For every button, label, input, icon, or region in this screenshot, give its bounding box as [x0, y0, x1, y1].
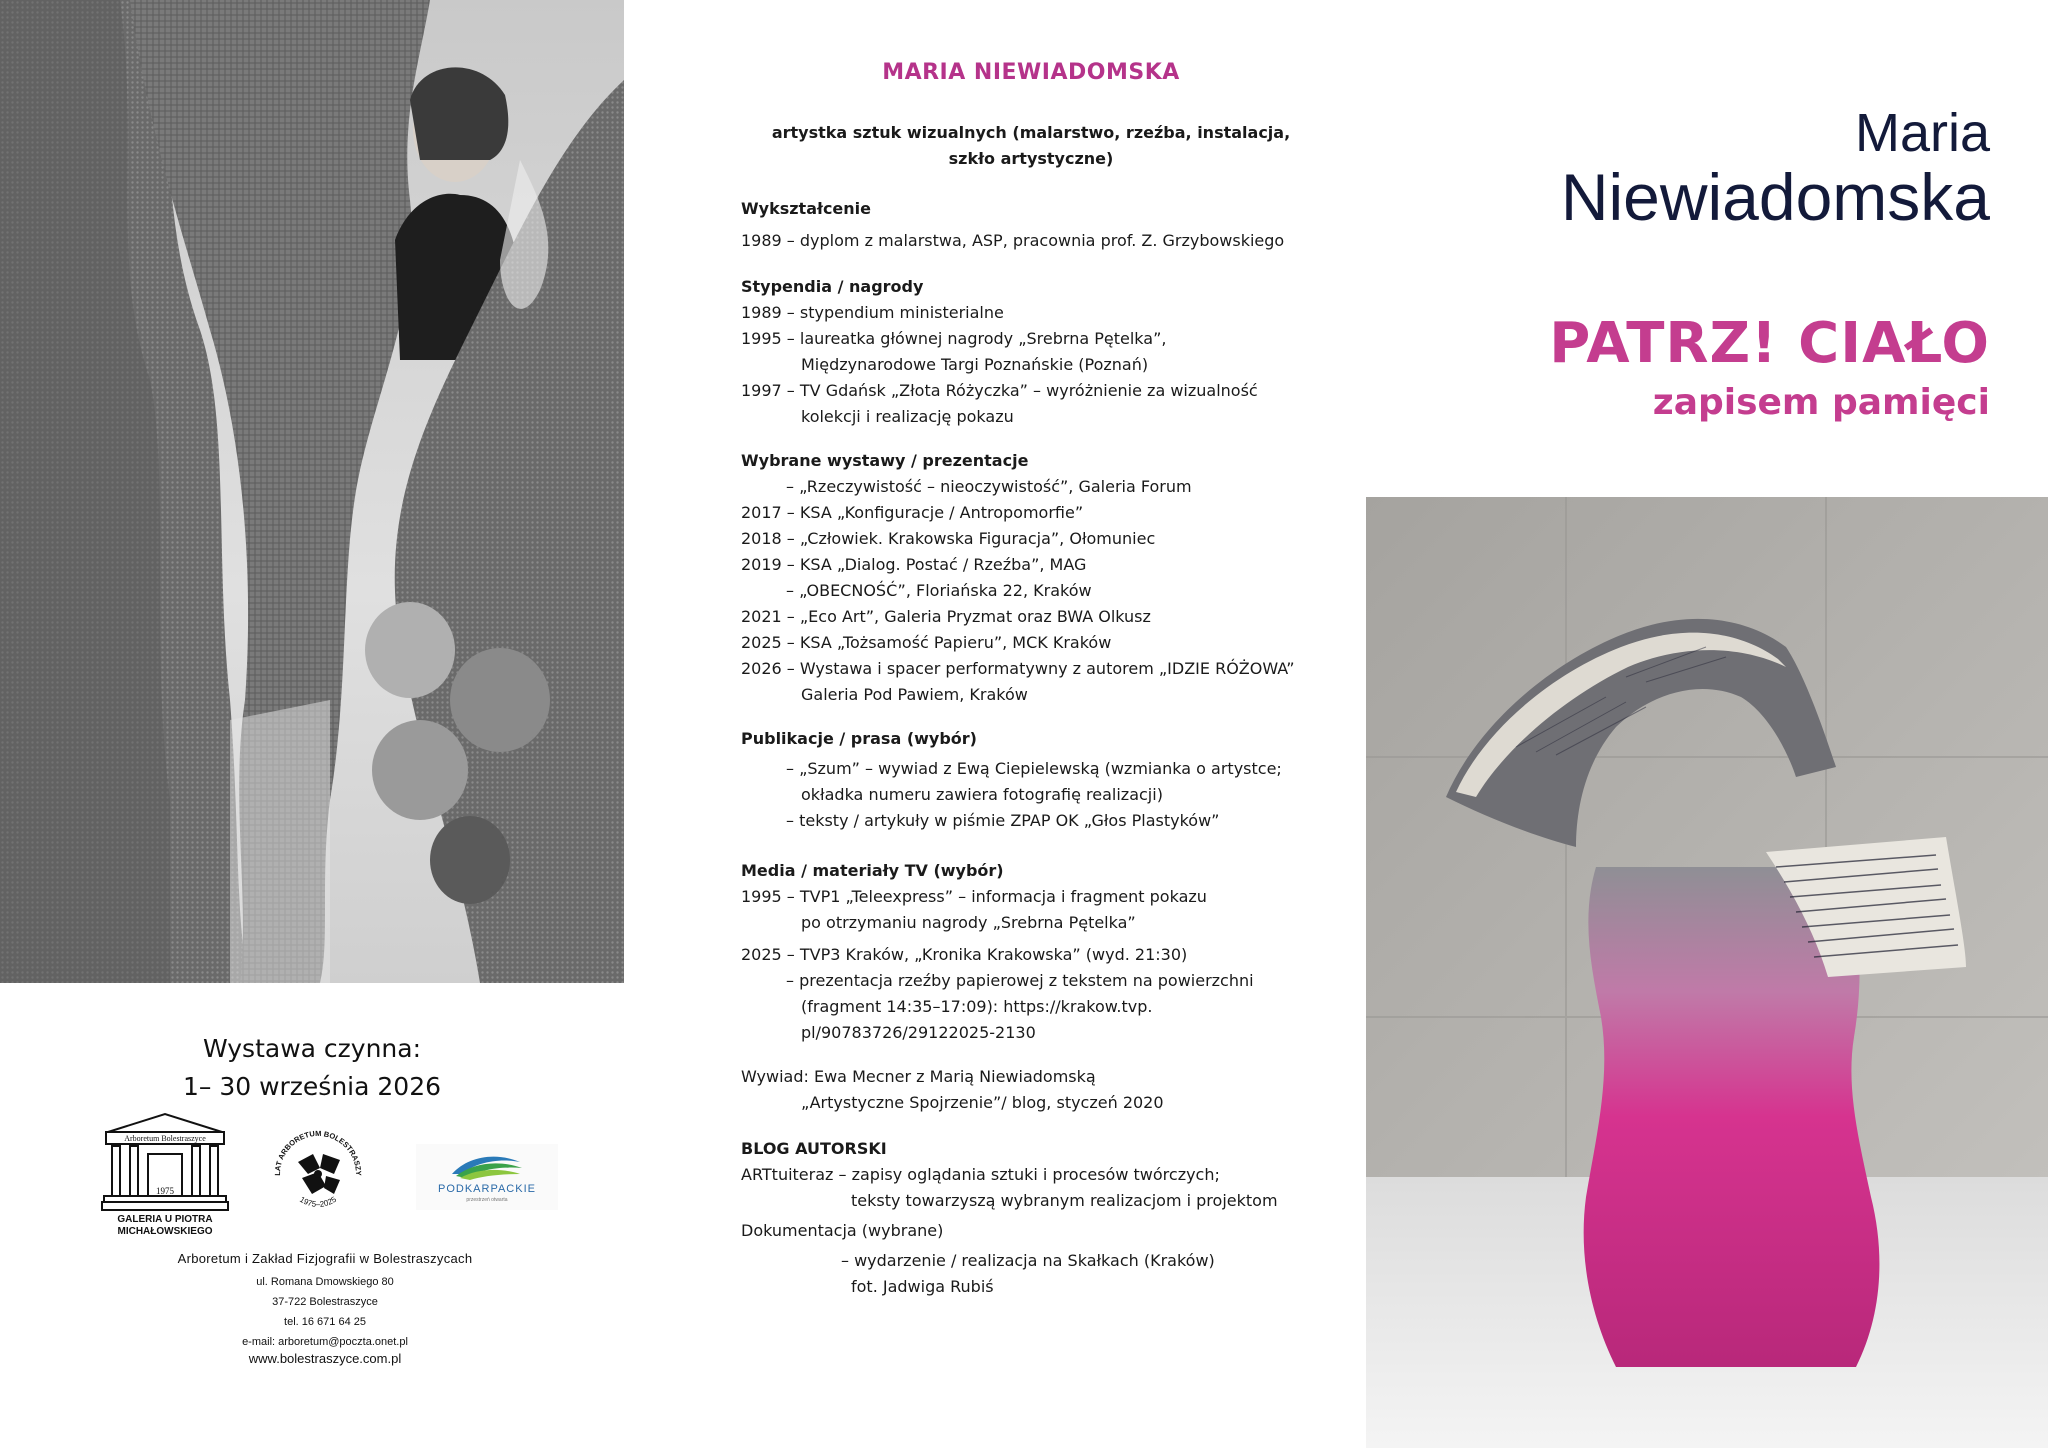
exhibitions-section	[741, 448, 1321, 708]
interview-section	[741, 1064, 1321, 1116]
partner-logos	[100, 1110, 570, 1240]
arboretum-seal-icon	[268, 1124, 368, 1224]
exhibition-line: – „Rzeczywistość – nieoczywistość”, Galeria Forum	[786, 477, 1192, 496]
exhibition-line: 2026 – Wystawa i spacer performatywny z autorem „IDZIE RÓŻOWA”	[741, 659, 1295, 678]
awards-line: 1989 – stypendium ministerialne	[741, 303, 1004, 322]
exhibitions-heading: Wybrane wystawy / prezentacje	[741, 451, 1029, 470]
interview-line: Wywiad: Ewa Mecner z Marią Niewiadomską	[741, 1067, 1096, 1086]
awards-line: Międzynarodowe Targi Poznańskie (Poznań)	[801, 355, 1149, 374]
artist-with-sculptures-image	[0, 0, 624, 983]
gallery-logo	[100, 1110, 230, 1240]
education-heading: Wykształcenie	[741, 199, 871, 218]
podkarpackie-name: PODKARPACKIE	[438, 1183, 536, 1195]
awards-line: 1995 – laureatka głównej nagrody „Srebrna Pętelka”,	[741, 329, 1167, 348]
gallery-building-icon	[100, 1110, 230, 1214]
exhibition-line: 2018 – „Człowiek. Krakowska Figuracja”, Ołomuniec	[741, 529, 1156, 548]
podkarpackie-tagline: przestrzeń otwarta	[466, 1197, 508, 1203]
blog-line: Dokumentacja (wybrane)	[741, 1221, 944, 1240]
media-line: 2025 – TVP3 Kraków, „Kronika Krakowska” (wyd. 21:30)	[741, 945, 1188, 964]
pink-torso-sculpture-image	[1366, 497, 2048, 1448]
exhibition-line: 2017 – KSA „Konfiguracje / Antropomorfie”	[741, 503, 1084, 522]
awards-heading: Stypendia / nagrody	[741, 277, 924, 296]
artist-last-name: Niewiadomska	[1560, 160, 1990, 234]
exhibition-line: 2019 – KSA „Dialog. Postać / Rzeźba”, MAG	[741, 555, 1087, 574]
exhibition-title	[1340, 312, 1990, 430]
media-line: (fragment 14:35–17:09): https://krakow.tvp.	[801, 997, 1153, 1016]
organizer-city: 37-722 Bolestraszyce	[272, 1296, 378, 1308]
artist-description-line2: szkło artystyczne)	[948, 149, 1114, 168]
blog-line: fot. Jadwiga Rubiś	[851, 1277, 994, 1296]
publication-line: – „Szum” – wywiad z Ewą Ciepielewską (wzmianka o artystce;	[786, 759, 1282, 778]
arboretum-seal-top-text: LAT ARBORETUM BOLESTRASZY	[272, 1128, 364, 1176]
organizer-email: e-mail: arboretum@poczta.onet.pl	[242, 1336, 408, 1348]
blog-heading: BLOG AUTORSKI	[741, 1139, 887, 1158]
exhibition-line: 2021 – „Eco Art”, Galeria Pryzmat oraz BWA Olkusz	[741, 607, 1151, 626]
artist-name-title	[1340, 100, 1990, 234]
awards-line: kolekcji i realizację pokazu	[801, 407, 1014, 426]
exhibition-line: Galeria Pod Pawiem, Kraków	[801, 685, 1028, 704]
media-link[interactable]: pl/90783726/29122025-2130	[801, 1023, 1036, 1042]
svg-text:1975–2025	[298, 1195, 338, 1209]
organizer-website[interactable]: www.bolestraszyce.com.pl	[248, 1351, 402, 1366]
arboretum-seal-bottom-text: 1975–2025	[298, 1194, 338, 1209]
biography-sections	[741, 196, 1321, 1300]
exhibition-line: – „OBECNOŚĆ”, Floriańska 22, Kraków	[786, 581, 1092, 600]
gallery-sign-text: Arboretum Bolestraszyce	[124, 1134, 206, 1143]
interview-line: „Artystyczne Spojrzenie”/ blog, styczeń 2020	[801, 1093, 1164, 1112]
exhibition-title-main: PATRZ! CIAŁO	[1549, 311, 1990, 376]
organizer-phone: tel. 16 671 64 25	[284, 1316, 366, 1328]
exhibition-dates-label: Wystawa czynna:	[202, 1034, 422, 1063]
blog-section	[741, 1136, 1321, 1300]
blog-line: ARTtuiteraz – zapisy oglądania sztuki i procesów twórczych;	[741, 1165, 1220, 1184]
gallery-year: 1975	[156, 1186, 174, 1196]
awards-section	[741, 274, 1321, 430]
exhibition-title-subtitle: zapisem pamięci	[1652, 382, 1990, 423]
gallery-caption-line2: MICHAŁOWSKIEGO	[117, 1226, 213, 1237]
artist-biography	[741, 0, 1321, 1448]
media-line: 1995 – TVP1 „Teleexpress” – informacja i fragment pokazu	[741, 887, 1207, 906]
exhibition-line: 2025 – KSA „Tożsamość Papieru”, MCK Kraków	[741, 633, 1112, 652]
blog-line: – wydarzenie / realizacja na Skałkach (Kraków)	[841, 1251, 1215, 1270]
publications-heading: Publikacje / prasa (wybór)	[741, 729, 977, 748]
podkarpackie-wave-icon	[416, 1144, 558, 1210]
artist-name-heading: MARIA NIEWIADOMSKA	[882, 60, 1180, 85]
blog-line: teksty towarzyszą wybranym realizacjom i projektom	[851, 1191, 1278, 1210]
education-item: 1989 – dyplom z malarstwa, ASP, pracownia prof. Z. Grzybowskiego	[741, 231, 1285, 250]
artist-description-line1: artystka sztuk wizualnych (malarstwo, rzeźba, instalacja,	[771, 123, 1291, 142]
sculpture-photo	[1366, 497, 2048, 1448]
publications-section	[741, 726, 1321, 834]
artist-photo	[0, 0, 624, 983]
artist-first-name: Maria	[1854, 103, 1990, 163]
media-section	[741, 858, 1321, 1046]
podkarpackie-logo	[416, 1144, 558, 1210]
publication-line: okładka numeru zawiera fotografię realizacji)	[801, 785, 1163, 804]
media-heading: Media / materiały TV (wybór)	[741, 861, 1004, 880]
exhibition-dates-range: 1– 30 września 2026	[182, 1072, 442, 1101]
organizer-name: Arboretum i Zakład Fizjografii w Bolestraszycach	[177, 1251, 473, 1266]
exhibition-dates	[0, 1030, 624, 1106]
awards-line: 1997 – TV Gdańsk „Złota Różyczka” – wyróżnienie za wizualność	[741, 381, 1258, 400]
gallery-caption-line1: GALERIA U PIOTRA	[117, 1214, 213, 1225]
media-line: po otrzymaniu nagrody „Srebrna Pętelka”	[801, 913, 1136, 932]
organizer-street: ul. Romana Dmowskiego 80	[256, 1276, 394, 1288]
media-line: – prezentacja rzeźby papierowej z tekstem na powierzchni	[786, 971, 1254, 990]
arboretum-anniversary-logo	[268, 1124, 368, 1224]
gallery-logo-caption	[100, 1214, 230, 1238]
education-section	[741, 196, 1321, 254]
organizer-contact	[140, 1251, 510, 1366]
artist-description	[771, 120, 1291, 172]
publication-line: – teksty / artykuły w piśmie ZPAP OK „Głos Plastyków”	[786, 811, 1220, 830]
